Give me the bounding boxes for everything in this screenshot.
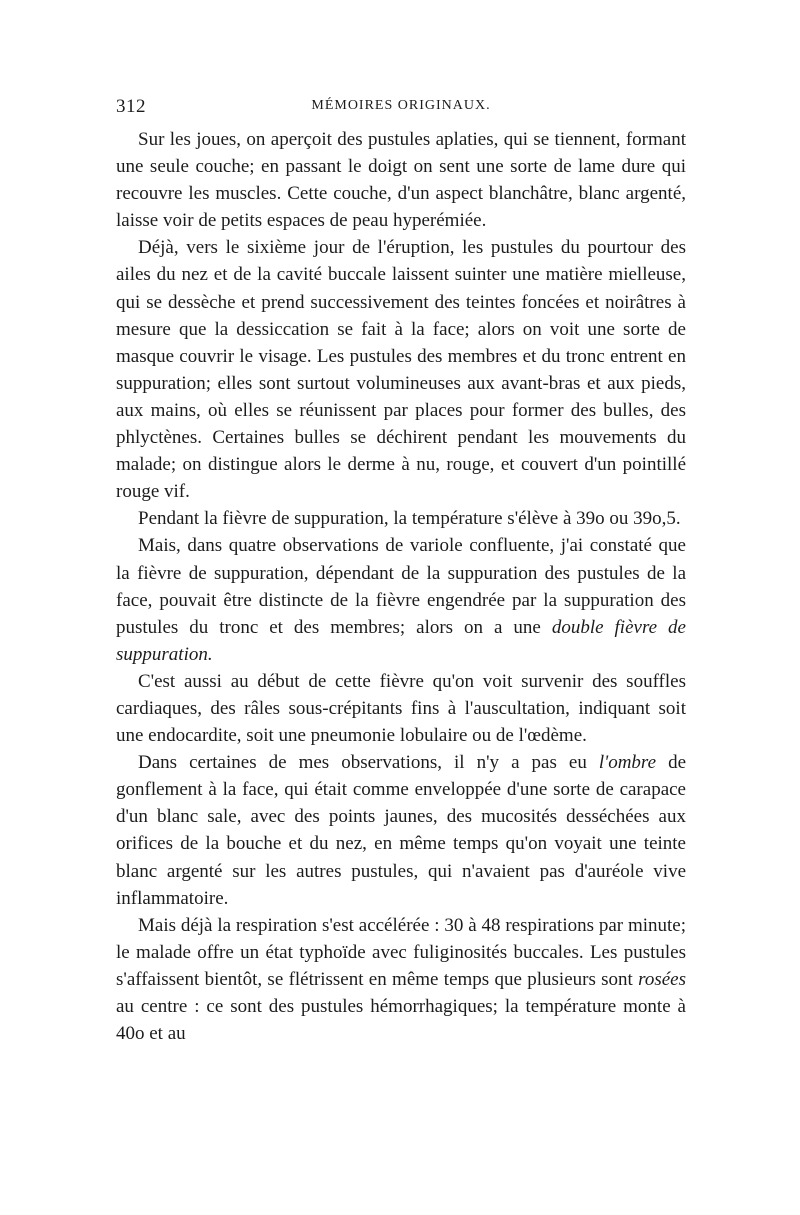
text-segment: Mais déjà la respiration s'est accélérée : 30 à 48 respirations par minute; le malade offre un état typhoïde avec fuliginosités buccales. Les pustules s'affaissent bientôt, se flétrissent en même temps que plusieurs sont [116, 914, 686, 990]
body-text [116, 126, 686, 1047]
paragraph [116, 234, 686, 505]
italic-phrase: rosées [638, 968, 686, 990]
italic-phrase: l'ombre [598, 752, 657, 774]
paragraph [116, 532, 686, 667]
running-head [116, 96, 686, 122]
running-title: MÉMOIRES ORIGINAUX. [311, 98, 491, 113]
text-segment: C'est aussi au début de cette fièvre qu'on voit survenir des souffles cardiaques, des râles sous-crépitants fins à l'auscultation, indiquant soit une endocardite, soit une pneumonie lobulaire ou de l'œdème. [116, 670, 686, 747]
paragraph [116, 126, 686, 234]
book-page [116, 96, 686, 1047]
paragraph [116, 505, 686, 532]
page-number: 312 [116, 96, 146, 117]
text-segment: Mais, dans quatre observations de variole confluente, j'ai constaté que la fièvre de suppuration, dépendant de la suppuration des pustules de la face, pouvait être distincte de la fièvre engendrée par la suppuration des pustules du tronc et des membres; alors on a une [116, 535, 686, 638]
text-segment: Pendant la fièvre de suppuration, la température s'élève à 39o ou 39o,5. [138, 508, 681, 530]
paragraph [116, 668, 686, 749]
text-segment: au centre : ce sont des pustules hémorrhagiques; la température monte à 40o et au [116, 996, 686, 1045]
text-segment: Dans certaines de mes observations, il n'y a pas eu [138, 752, 599, 774]
paragraph [116, 749, 686, 912]
text-segment: Sur les joues, on aperçoit des pustules aplaties, qui se tiennent, formant une seule couche; en passant le doigt on sent une sorte de lame dure qui recouvre les muscles. Cette couche, d'un aspect blanchâtre, blanc argenté, laisse voir de petits espaces de peau hyperémiée. [116, 129, 686, 232]
text-segment: de gonflement à la face, qui était comme enveloppée d'une sorte de carapace d'un blanc sale, avec des points jaunes, des mucosités desséchées aux orifices de la bouche et du nez, en même temps qu'on voyait une teinte blanc argenté sur les autres pustules, qui n'avaient pas d'auréole vive inflammatoire. [116, 752, 687, 909]
text-segment: Déjà, vers le sixième jour de l'éruption, les pustules du pourtour des ailes du nez et de la cavité buccale laissent suinter une matière mielleuse, qui se dessèche et prend successivement des teintes foncées et noirâtres à mesure que la dessiccation se fait à la face; alors on voit une sorte de masque couvrir le visage. Les pustules des membres et du tronc entrent en suppuration; elles sont surtout volumineuses aux avant-bras et aux pieds, aux mains, où elles se réunissent par places pour former des bulles, des phlyctènes. Certaines bulles se déchirent pendant les mouvements du malade; on distingue alors le derme à nu, rouge, et couvert d'un pointillé rouge vif. [116, 237, 686, 503]
paragraph [116, 912, 686, 1047]
italic-phrase: double fièvre de suppuration. [116, 616, 686, 665]
